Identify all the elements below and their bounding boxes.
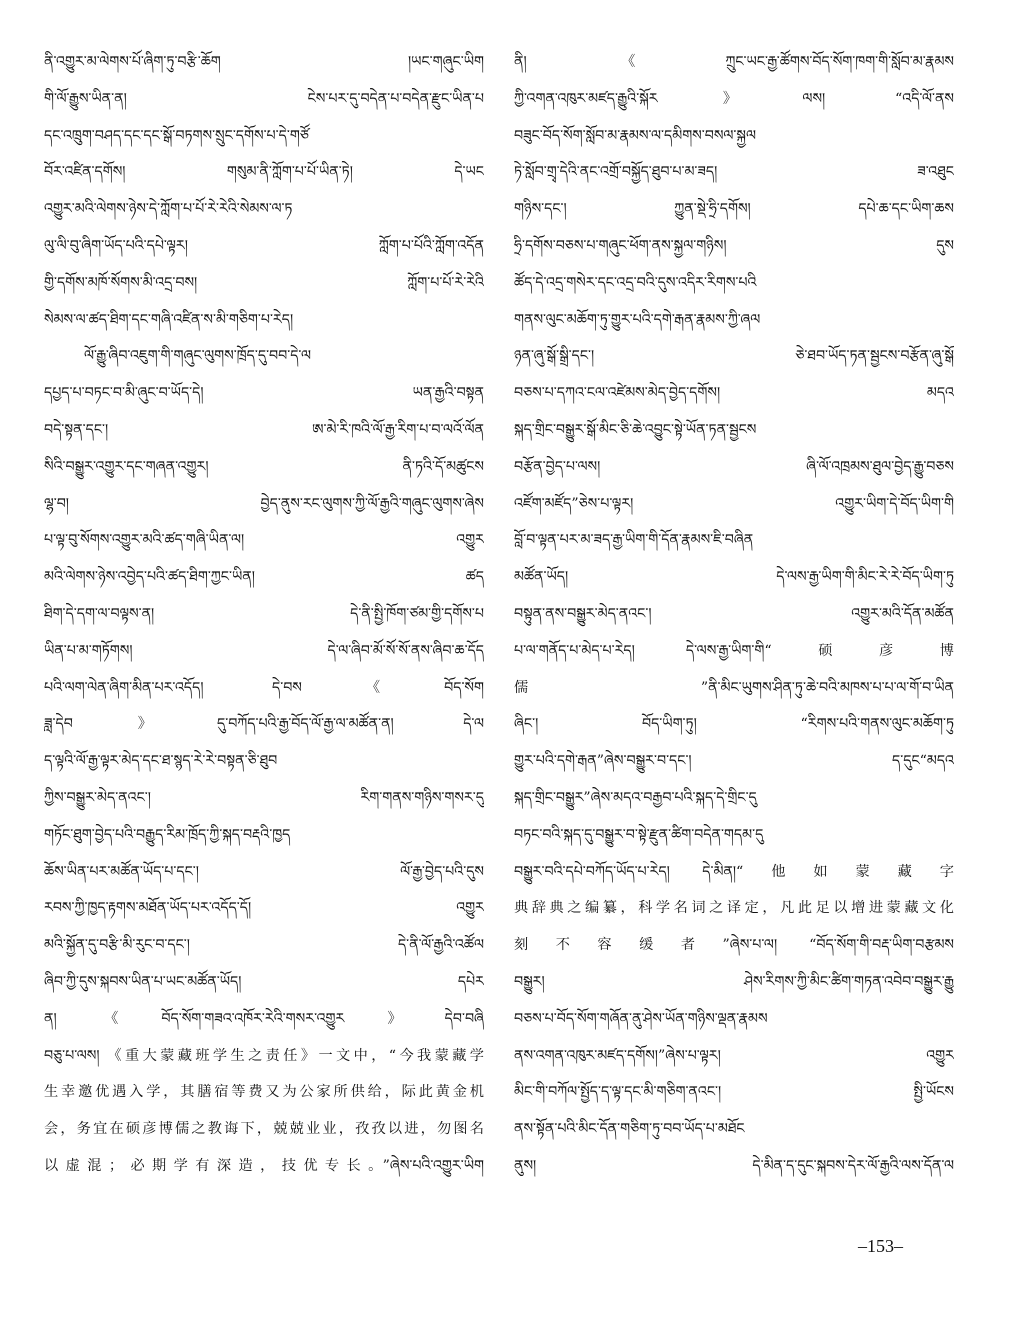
text-line: ཟླ་དེབ》དུ་བཀོད་པའི་རྒྱ་བོད་ལོ་རྒྱ་ལ་མཚོན་ན། དེ་ལ — [44, 716, 484, 733]
text-line: 儒”ནི་མིང་ཡུགས་ཤིན་ཏུ་ཆེ་བའི་མཁས་པ་པ་ལ་གོ་བ་ཡིན — [514, 679, 954, 696]
text-line: པ་ལ་གནོད་པ་མེད་པ་རེད། དེ་ལས་རྒྱ་ཡིག་གི“硕彦博 — [514, 642, 954, 659]
text-line: མིང་གི་བཀོལ་སྤྱོད་ད་ལྟ་དང་མི་གཅིག་ནའང་། སྤྱི་ཡོངས — [514, 1084, 954, 1101]
text-line: སྐད་གྲིང་བསྒྱུར”ཞེས་མདའ་བརྒྱབ་པའི་སྐད་དེ་གྲིང་དུ — [514, 789, 757, 806]
paragraph-start-line: ལོ་རྒྱུ་ཞིབ་འཇུག་གི་གཞུང་ལུགས་ཁྲོད་དུ་བབ་དེ་ལ — [84, 348, 311, 365]
text-line: གནས་ལུང་མཆོག་ཏུ་གྱུར་པའི་དགེ་རྒན་རྣམས་ཀྱི་ཞལ — [514, 311, 761, 328]
text-line: གྱི་དགོས་མཁོ་སོགས་མི་འདྲ་བས། ཀློག་པ་པོ་རེ་རེའི — [44, 274, 484, 291]
text-line: ལུ་ལི་བུ་ཞིག་ཡོད་པའི་དཔེ་ལྟར། ཀློག་པ་པོའི་ཀློག་འདོན — [44, 237, 484, 254]
text-line: 生幸邀优遇入学，其膳宿等费又为公家所供给，际此黄金机 — [44, 1084, 484, 1101]
text-line: སྐད་གྲིང་བསྒྱུར་སྒོ་མིང་ཅི་ཆེ་འབྱུང་སྟེ་ཡོན་ཏན་སྦྱངས — [514, 421, 757, 438]
text-line: ཆོས་ཡིན་པར་མཚོན་ཡོད་པ་དང་། ལོ་རྒྱ་བྱེད་པའི་དུས — [44, 863, 484, 880]
text-line: ཞིང་། བོད་ཡིག་ཏུ། “རིགས་པའི་གནས་ལུང་མཆོག་ཏུ — [514, 716, 954, 733]
text-line: 会，务宜在硕彦博儒之教诲下，兢兢业业，孜孜以进，勿图名 — [44, 1121, 484, 1138]
text-line: ནི་འགྱུར་མ་ལེགས་པོ་ཞིག་ཏུ་བརྩི་ཆོག །ཡང་གཞུང་ཡིག — [44, 54, 484, 70]
text-line: བཅུ་པ་ལས། 《重大蒙藏班学生之责任》一文中，“今我蒙藏学 — [44, 1047, 484, 1064]
text-line: དཔྱད་པ་བཏང་བ་མི་ཞུང་བ་ཡོད་དེ། ཡན་རྒྱའི་བསྟན — [44, 385, 484, 402]
text-line: བརྩོན་བྱེད་པ་ལས། ཞི་ལོ་འཁྲམས་ཐུལ་བྱེད་རྒྱུ་བཅས — [514, 458, 954, 475]
text-line: མཚོན་ཡོད། དེ་ལས་རྒྱ་ཡིག་གི་མིང་རེ་རེ་བོད་ཡིག་ཏུ — [514, 569, 954, 586]
text-line: བསྒྱུར་བའི་དཔེ་བཀོད་ཡོད་པ་རེད། དེ་མིན།“他如蒙藏字 — [514, 863, 954, 880]
text-line: བསྟུན་ནས་བསྒྱུར་མེད་ནའང་། འགྱུར་མའི་དོན་མཚོན — [514, 605, 954, 622]
text-line: གཉིས་དང་། ཀྱུན་སྡེ་ཧྲི་དགོས། དཔེ་ཆ་དང་ཡིག་ཆས — [514, 201, 954, 218]
text-line: ཏེ་སློབ་གྲྭ་དེའི་ནང་འགྲོ་བསྐྱོད་ཐུབ་པ་མ་ཟད། ཟ་འཐུང — [514, 164, 954, 181]
text-line: ཚོད་དེ་འདྲ་གསེར་དང་འདྲ་བའི་དུས་འདིར་རིགས་པའི — [514, 274, 757, 291]
text-line: ལྷ་བ། བྱེད་ནུས་རང་ལུགས་ཀྱི་ལོ་རྒྱའི་གཞུང་ལུགས་ཞེས — [44, 495, 484, 512]
text-line: 以虚混；必期学有深造，技优专长。”ཞེས་པའི་འགྱུར་ཡིག — [44, 1157, 484, 1174]
text-line: པ་ལྟ་བུ་སོགས་འགྱུར་མའི་ཚད་གཞི་ཡིན་ལ། འགྱུར — [44, 532, 484, 549]
text-line: བོར་འཛིན་དགོས། གསུམ་ནི་ཀློག་པ་པོ་ཡིན་ཏེ། དེ་ཡང — [44, 164, 484, 181]
text-line: པའི་ལག་ལེན་ཞིག་མིན་པར་འདོད། དེ་བས《བོད་སོག — [44, 679, 484, 696]
text-line: ཐིག་དེ་དག་ལ་བལྟས་ན། དེ་ནི་སྤྱི་ཁོག་ཙམ་གྱི་དགོས་པ — [44, 605, 484, 622]
text-line: 刻不容缓者”ཞེས་པ་ལ། “བོད་སོག་གི་བརྡ་ཡིག་བརྩམས — [514, 937, 954, 954]
text-line: ན། 《བོད་སོག་གཟའ་འཁོར་རེའི་གསར་འགྱུར》དེབ་བཞི — [44, 1010, 484, 1027]
text-line: འགྱུར་མའི་ལེགས་ཉེས་དེ་ཀློག་པ་པོ་རེ་རེའི་སེམས་ལ་ཏ — [44, 201, 293, 218]
text-line: ནུས། དེ་མིན་ད་དུང་སྐབས་དེར་ལོ་རྒྱའི་ལས་དོན་ལ — [514, 1157, 954, 1174]
text-line: བཅས་པ་བོད་སོག་གཞོན་ནུ་ཤེས་ཡོན་གཉིས་ལྡན་རྣམས — [514, 1010, 768, 1027]
text-line: གི་ལོ་རྒྱུས་ཡིན་ན། ངེས་པར་དུ་བདེན་པ་བདེན་རྫུང་ཡིན་པ — [44, 90, 484, 107]
text-line: ཀྱིས་བསྒྱུར་མེད་ནའང་། རིག་གནས་གཉིས་གསར་དུ — [44, 789, 484, 806]
text-line: བསྒྱུར། ཤེས་རིགས་ཀྱི་མིང་ཚིག་གཏན་འབེབ་བསྒྱུར་རྒྱུ — [514, 973, 954, 990]
text-line: ནས་སྟོན་པའི་མིང་དོན་གཅིག་ཏུ་བབ་ཡོད་པ་མཐོང — [514, 1121, 745, 1138]
text-line: ནས་འགན་འཁུར་མཛད་དགོས།”ཞེས་པ་ལྟར། འགྱུར — [514, 1047, 954, 1064]
text-line: ནི། 《ཀྲུང་ཡང་རྒྱ་ཚོགས་བོད་སོག་ཁག་གི་སློབ་མ་རྣམས — [514, 54, 954, 70]
text-line: རབས་ཀྱི་ཁྱད་རྟགས་མཐོན་ཡོད་པར་འདོད་དོ། འགྱུར — [44, 900, 484, 917]
text-line: ཞིབ་ཀྱི་དུས་སྐབས་ཡིན་པ་ཡང་མཚོན་ཡོད། དཔེར — [44, 973, 484, 990]
text-line: ཉན་ཞུ་སྒོ་སྒྲི་དང་། ཅེ་ཐབ་ཡོད་ཏན་སྦྱངས་བརྩོན་ཞུ་སྒོ — [514, 348, 954, 365]
text-line: དང་འཁྲུག་བཤད་དང་དང་སྒོ་བཏགས་སྲུང་དགོས་པ་དེ་གཙོ — [44, 127, 309, 144]
text-line: ཧྲི་དགོས་བཅས་པ་གཞུང་ཕོག་ནས་སྐྱལ་གཉིས། དུས — [514, 237, 954, 254]
text-line: སིའི་བསྒྱུར་འགྱུར་དང་གཞན་འགྱུར། ནི་ཏའི་དོ་མཚུངས — [44, 458, 484, 475]
text-line: གྱུར་པའི་དགེ་རྒན”ཞེས་བསྒྱུར་བ་དང་། ད་དུང“མདའ — [514, 753, 954, 770]
text-line: གཏོང་ཐུག་བྱེད་པའི་བརྒྱུད་རིམ་ཁྲོད་ཀྱི་སྐད་བརྡའི་ཁྱད — [44, 826, 291, 843]
text-line: བཏང་བའི་སྐད་དུ་བསྒྱུར་བ་སྟེ་རྫུན་ཚིག་བདེན་གདམ་དུ — [514, 826, 764, 843]
text-line: བཅས་པ་དཀའ་ངལ་འཛེམས་མེད་བྱེད་དགོས། མདའ — [514, 385, 954, 402]
text-line: བདེ་སྟན་དང་། ཨ་མེ་རི་ཁའི་ལོ་རྒྱ་རིག་པ་བ་ལའོ་ལོན — [44, 421, 484, 438]
text-line: ད་ལྟའི་ལོ་རྒྱ་ལྟར་མེད་དང་ཐ་སྙད་རེ་རེ་བསྟན་ཅི་ཐུབ — [44, 753, 278, 770]
text-line: 典辞典之编纂，科学名词之译定，凡此足以增进蒙藏文化 — [514, 900, 954, 917]
page-number: –153– — [858, 1236, 903, 1256]
text-line: མའི་སྐྱོན་དུ་བརྩི་མི་རུང་བ་དང་། དེ་ནི་ལོ་རྒྱའི་འཚོལ — [44, 937, 484, 954]
text-line: མའི་ལེགས་ཉེས་འབྱེད་པའི་ཚད་ཐིག་ཀྱང་ཡིན། ཚད — [44, 569, 484, 586]
text-line: འཛོག་མཛོད”ཅེས་པ་ལྟར། འགྱུར་ཡིག་དེ་བོད་ཡིག་གི — [514, 495, 954, 512]
text-line: བཟུང་བོད་སོག་སློབ་མ་རྣམས་ལ་དམིགས་བསལ་སྐྱལ — [514, 127, 756, 144]
text-line: ཡིན་པ་མ་གཏོགས། དེ་ལ་ཞིབ་མོ་སོ་སོ་ནས་ཞིབ་ཆ་དོད — [44, 642, 484, 659]
text-line: བློ་བ་ལྟན་པར་མ་ཟད་རྒྱ་ཡིག་གི་དོན་རྣམས་ཇི་བཞིན — [514, 532, 754, 549]
text-line: སེམས་ལ་ཚད་ཐིག་དང་གཞི་འཛིན་ས་མི་གཅིག་པ་རེད། — [44, 311, 294, 328]
text-line: ཀྱི་འགན་འཁུར་མཛད་རྒྱུའི་སྐོར》ལས། “འདི་ལོ་ནས — [514, 90, 954, 107]
right-text-column — [514, 44, 954, 1185]
left-text-column — [44, 44, 484, 1185]
